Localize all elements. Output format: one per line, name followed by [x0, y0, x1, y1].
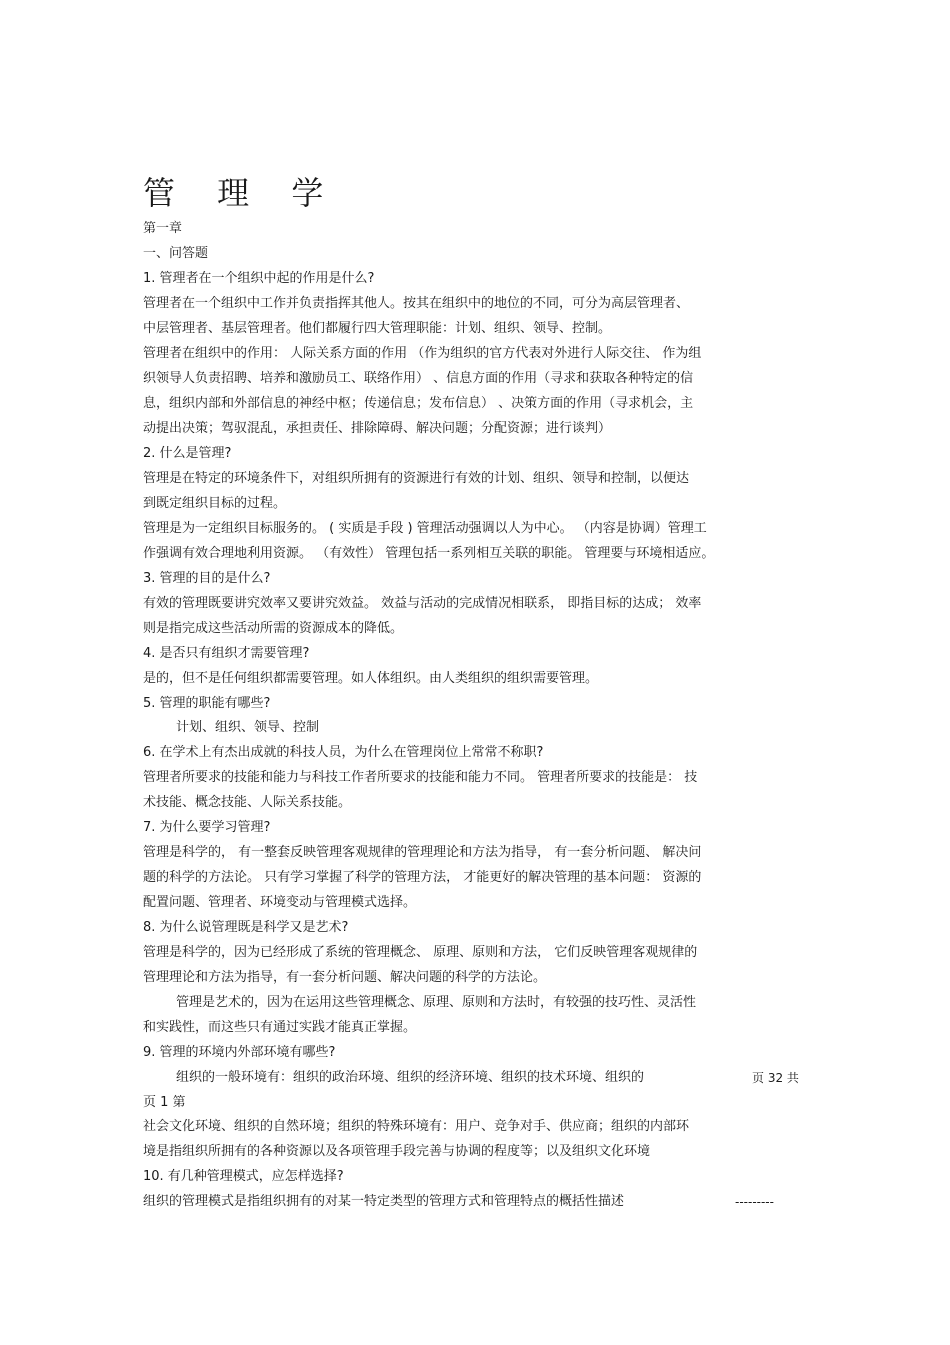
question-6: 6. 在学术上有杰出成就的科技人员，为什么在管理岗位上常常不称职?	[143, 745, 544, 760]
page-marker-continued: 页 1 第	[143, 1095, 186, 1110]
paragraph-line: 和实践性，而这些只有通过实践才能真正掌握。	[143, 1020, 417, 1035]
paragraph-line: 是的，但不是任何组织都需要管理。如人体组织。由人类组织的组织需要管理。	[143, 671, 599, 686]
question-2: 2. 什么是管理?	[143, 446, 232, 461]
paragraph-line: 社会文化环境、组织的自然环境；组织的特殊环境有：用户、竞争对手、供应商；组织的内部环	[143, 1119, 690, 1134]
question-5: 5. 管理的职能有哪些?	[143, 696, 271, 711]
paragraph-line: 管理者所要求的技能和能力与科技工作者所要求的技能和能力不同。 管理者所要求的技能是： 技	[143, 770, 698, 785]
question-7: 7. 为什么要学习管理?	[143, 820, 271, 835]
paragraph-line: 管理是在特定的环境条件下，对组织所拥有的资源进行有效的计划、组织、领导和控制，以便达	[143, 471, 690, 486]
chapter-heading: 第一章	[143, 221, 183, 236]
paragraph-line: 管理者在一个组织中工作并负责指挥其他人。按其在组织中的地位的不同，可分为高层管理者、	[143, 296, 690, 311]
paragraph-line: 动提出决策；驾驭混乱，承担责任、排除障碍、解决问题；分配资源；进行谈判）	[143, 421, 612, 436]
paragraph-line: 组织的一般环境有：组织的政治环境、组织的经济环境、组织的技术环境、组织的	[176, 1070, 645, 1085]
question-3: 3. 管理的目的是什么?	[143, 571, 271, 586]
paragraph-line: 到既定组织目标的过程。	[143, 496, 287, 511]
question-4: 4. 是否只有组织才需要管理?	[143, 646, 310, 661]
paragraph-line: 作强调有效合理地利用资源。 （有效性） 管理包括一系列相互关联的职能。 管理要与环境相适应。	[143, 546, 715, 561]
paragraph-line: 术技能、概念技能、人际关系技能。	[143, 795, 352, 810]
paragraph-line: 管理是科学的， 有一整套反映管理客观规律的管理理论和方法为指导， 有一套分析问题、 解决问	[143, 845, 702, 860]
page-marker: 页 32 共	[752, 1071, 799, 1085]
paragraph-line: 息，组织内部和外部信息的神经中枢；传递信息；发布信息） 、决策方面的作用（寻求机会，主	[143, 396, 694, 411]
paragraph-line: 则是指完成这些活动所需的资源成本的降低。	[143, 621, 404, 636]
paragraph-line: 管理是科学的，因为已经形成了系统的管理概念、 原理、原则和方法， 它们反映管理客观规律的	[143, 945, 698, 960]
paragraph-line: 组织的管理模式是指组织拥有的对某一特定类型的管理方式和管理特点的概括性描述	[143, 1194, 625, 1209]
paragraph-line: 管理是为一定组织目标服务的。 ( 实质是手段 ) 管理活动强调以人为中心。 （内容是协调）管理工	[143, 521, 707, 536]
question-10: 10. 有几种管理模式，应怎样选择?	[143, 1169, 344, 1184]
paragraph-line: 计划、组织、领导、控制	[176, 720, 320, 735]
paragraph-line: 管理者在组织中的作用： 人际关系方面的作用 （作为组织的官方代表对外进行人际交往、 作为组	[143, 346, 702, 361]
section-heading: 一、问答题	[143, 246, 209, 261]
dash-separator: ---------	[735, 1195, 774, 1209]
paragraph-line: 织领导人负责招聘、培养和激励员工、联络作用） 、信息方面的作用（寻求和获取各种特定的信	[143, 371, 694, 386]
paragraph-line: 管理理论和方法为指导，有一套分析问题、解决问题的科学的方法论。	[143, 970, 547, 985]
question-8: 8. 为什么说管理既是科学又是艺术?	[143, 920, 349, 935]
paragraph-line: 配置问题、管理者、环境变动与管理模式选择。	[143, 895, 417, 910]
paragraph-line: 题的科学的方法论。 只有学习掌握了科学的管理方法， 才能更好的解决管理的基本问题： 资源的	[143, 870, 702, 885]
paragraph-line: 管理是艺术的，因为在运用这些管理概念、原理、原则和方法时，有较强的技巧性、灵活性	[176, 995, 697, 1010]
paragraph-line: 中层管理者、基层管理者。他们都履行四大管理职能：计划、组织、领导、控制。	[143, 321, 612, 336]
question-9: 9. 管理的环境内外部环境有哪些?	[143, 1045, 336, 1060]
paragraph-line: 有效的管理既要讲究效率又要讲究效益。 效益与活动的完成情况相联系， 即指目标的达成； 效率	[143, 596, 702, 611]
paragraph-line: 境是指组织所拥有的各种资源以及各项管理手段完善与协调的程度等；以及组织文化环境	[143, 1144, 651, 1159]
document-title: 管 理 学	[143, 174, 340, 212]
question-1: 1. 管理者在一个组织中起的作用是什么?	[143, 271, 375, 286]
